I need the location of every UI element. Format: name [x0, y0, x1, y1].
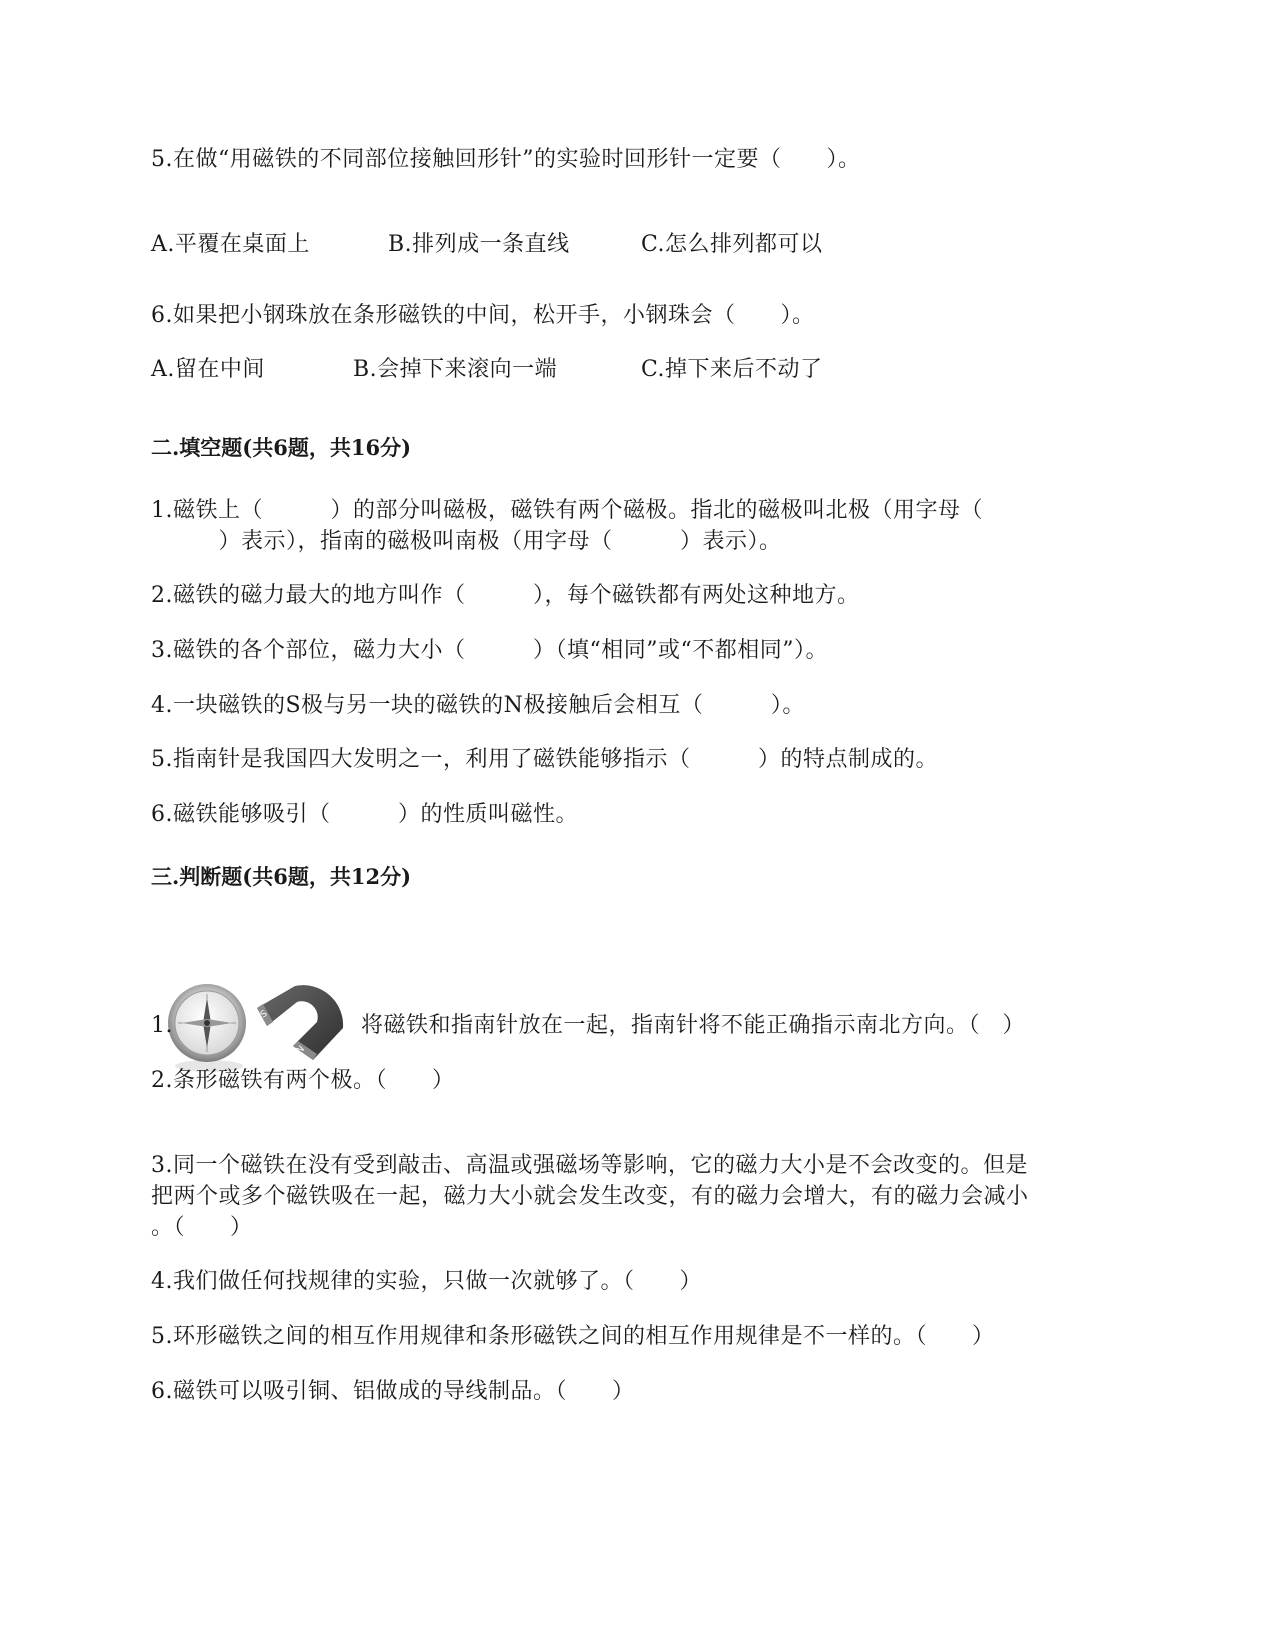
- judge-question-3-line-3: 。（ ）: [151, 1215, 253, 1240]
- section-heading-fill-blank: 二.填空题(共6题，共16分): [151, 435, 412, 460]
- horseshoe-magnet-icon: [257, 985, 343, 1060]
- fill-question-5: 5.指南针是我国四大发明之一，利用了磁铁能够指示（ ）的特点制成的。: [151, 747, 938, 772]
- fill-question-4: 4.一块磁铁的S极与另一块的磁铁的N极接触后会相互（ ）。: [151, 693, 805, 718]
- judge-question-1-text: 将磁铁和指南针放在一起，指南针将不能正确指示南北方向。（ ）: [361, 1013, 1026, 1038]
- judge-question-5: 5.环形磁铁之间的相互作用规律和条形磁铁之间的相互作用规律是不一样的。（ ）: [151, 1324, 995, 1349]
- compass-magnet-figure: [165, 968, 365, 1078]
- option-a: A.平覆在桌面上: [151, 232, 310, 257]
- option-c: C.怎么排列都可以: [641, 232, 823, 257]
- compass-icon: [168, 984, 246, 1072]
- question-6-text: 6.如果把小钢珠放在条形磁铁的中间，松开手，小钢珠会（ ）。: [151, 303, 815, 328]
- judge-question-6: 6.磁铁可以吸引铜、铝做成的导线制品。（ ）: [151, 1379, 635, 1404]
- fill-question-1-line-2: ）表示），指南的磁极叫南极（用字母（ ）表示）。: [151, 529, 782, 554]
- magnet-label-n: N: [295, 1044, 307, 1057]
- option-b: B.会掉下来滚向一端: [353, 357, 558, 382]
- fill-question-3: 3.磁铁的各个部位，磁力大小（ ）（填“相同”或“不都相同”）。: [151, 638, 828, 663]
- fill-question-2: 2.磁铁的磁力最大的地方叫作（ ），每个磁铁都有两处这种地方。: [151, 583, 860, 608]
- judge-question-3-line-2: 把两个或多个磁铁吸在一起，磁力大小就会发生改变，有的磁力会增大，有的磁力会减小: [151, 1184, 1029, 1209]
- judge-question-1-number: 1.: [151, 1013, 173, 1038]
- judge-question-4: 4.我们做任何找规律的实验，只做一次就够了。（ ）: [151, 1269, 702, 1294]
- option-c: C.掉下来后不动了: [641, 357, 823, 382]
- judge-question-2: 2.条形磁铁有两个极。（ ）: [151, 1068, 455, 1093]
- question-5-text: 5.在做“用磁铁的不同部位接触回形针”的实验时回形针一定要（ ）。: [151, 147, 861, 172]
- section-heading-true-false: 三.判断题(共6题，共12分): [151, 864, 412, 889]
- option-a: A.留在中间: [151, 357, 265, 382]
- fill-question-6: 6.磁铁能够吸引（ ）的性质叫磁性。: [151, 802, 578, 827]
- option-b: B.排列成一条直线: [388, 232, 570, 257]
- fill-question-1-line-1: 1.磁铁上（ ）的部分叫磁极，磁铁有两个磁极。指北的磁极叫北极（用字母（: [151, 498, 983, 523]
- magnet-label-s: S: [258, 1008, 270, 1021]
- judge-question-3-line-1: 3.同一个磁铁在没有受到敲击、高温或强磁场等影响，它的磁力大小是不会改变的。但是: [151, 1153, 1028, 1178]
